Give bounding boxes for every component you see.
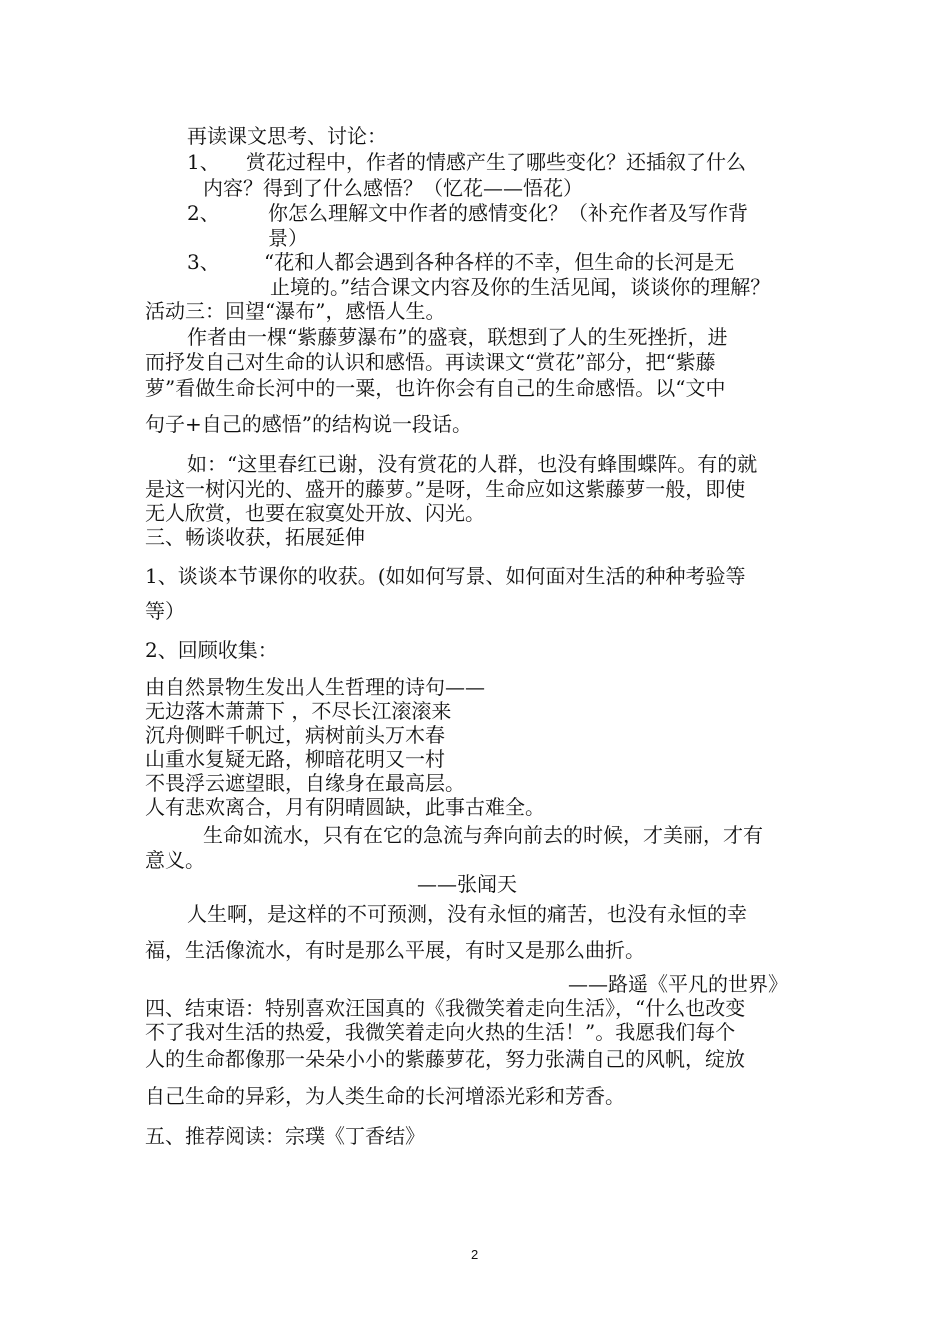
list-number: 1、: [187, 150, 220, 174]
text-line: 止境的。”结合课文内容及你的生活见闻，谈谈你的理解？: [270, 275, 771, 299]
quote-attribution: ——张闻天: [417, 872, 517, 896]
text-line: 作者由一棵“紫藤萝瀑布”的盛衰，联想到了人的生死挫折，进: [187, 325, 728, 349]
poem-line: 沉舟侧畔千帆过，病树前头万木春: [145, 723, 445, 747]
quote-line: 人生啊，是这样的不可预测，没有永恒的痛苦，也没有永恒的幸: [187, 902, 747, 926]
text-line: 人的生命都像那一朵朵小小的紫藤萝花，努力张满自己的风帆，绽放: [145, 1047, 745, 1071]
poem-line: 不畏浮云遮望眼，自缘身在最高层。: [145, 771, 465, 795]
text-line: 景）: [268, 226, 308, 250]
text-line: “花和人都会遇到各种各样的不幸，但生命的长河是无: [264, 250, 735, 274]
text-line: 不了我对生活的热爱，我微笑着走向火热的生活！”。我愿我们每个: [145, 1020, 736, 1044]
section-heading: 四、结束语：特别喜欢汪国真的《我微笑着走向生活》，“什么也改变: [145, 996, 746, 1020]
poem-line: 山重水复疑无路，柳暗花明又一村: [145, 747, 445, 771]
text-line: 由自然景物生发出人生哲理的诗句——: [145, 675, 485, 699]
text-line: 1、谈谈本节课你的收获。(如如何写景、如何面对生活的种种考验等: [145, 564, 746, 588]
page-number: 2: [471, 1247, 479, 1262]
text-line: 内容？得到了什么感悟？（忆花——悟花）: [203, 176, 583, 200]
list-number: 2、: [187, 201, 220, 225]
section-heading: 活动三：回望“瀑布”，感悟人生。: [145, 299, 446, 323]
text-line: 自己生命的异彩，为人类生命的长河增添光彩和芳香。: [145, 1084, 625, 1108]
text-line: 如：“这里春红已谢，没有赏花的人群，也没有蜂围蝶阵。有的就: [187, 452, 758, 476]
list-number: 3、: [187, 250, 220, 274]
text-line: 再读课文思考、讨论：: [187, 124, 387, 148]
text-line: 是这一树闪光的、盛开的藤萝。”是呀，生命应如这紫藤萝一般，即使: [145, 477, 746, 501]
text-line: 句子+自己的感悟”的结构说一段话。: [145, 412, 472, 436]
poem-line: 无边落木萧萧下 ，不尽长江滚滚来: [145, 699, 452, 723]
quote-line: 意义。: [145, 848, 205, 872]
poem-line: 人有悲欢离合，月有阴晴圆缺，此事古难全。: [145, 795, 545, 819]
section-heading: 五、推荐阅读：宗璞《丁香结》: [145, 1124, 425, 1148]
quote-attribution: ——路遥《平凡的世界》: [568, 972, 788, 996]
section-heading: 三、畅谈收获，拓展延伸: [145, 525, 365, 549]
text-line: 无人欣赏，也要在寂寞处开放、闪光。: [145, 501, 485, 525]
quote-line: 福，生活像流水，有时是那么平展，有时又是那么曲折。: [145, 938, 645, 962]
text-line: 等）: [145, 599, 185, 623]
text-line: 而抒发自己对生命的认识和感悟。再读课文“赏花”部分，把“紫藤: [145, 350, 716, 374]
text-line: 你怎么理解文中作者的感情变化？（补充作者及写作背: [268, 201, 748, 225]
text-line: 赏花过程中，作者的情感产生了哪些变化？还插叙了什么: [246, 150, 746, 174]
text-line: 2、回顾收集：: [145, 638, 278, 662]
quote-line: 生命如流水，只有在它的急流与奔向前去的时候，才美丽，才有: [203, 823, 763, 847]
text-line: 萝”看做生命长河中的一粟，也许你会有自己的生命感悟。以“文中: [145, 376, 726, 400]
